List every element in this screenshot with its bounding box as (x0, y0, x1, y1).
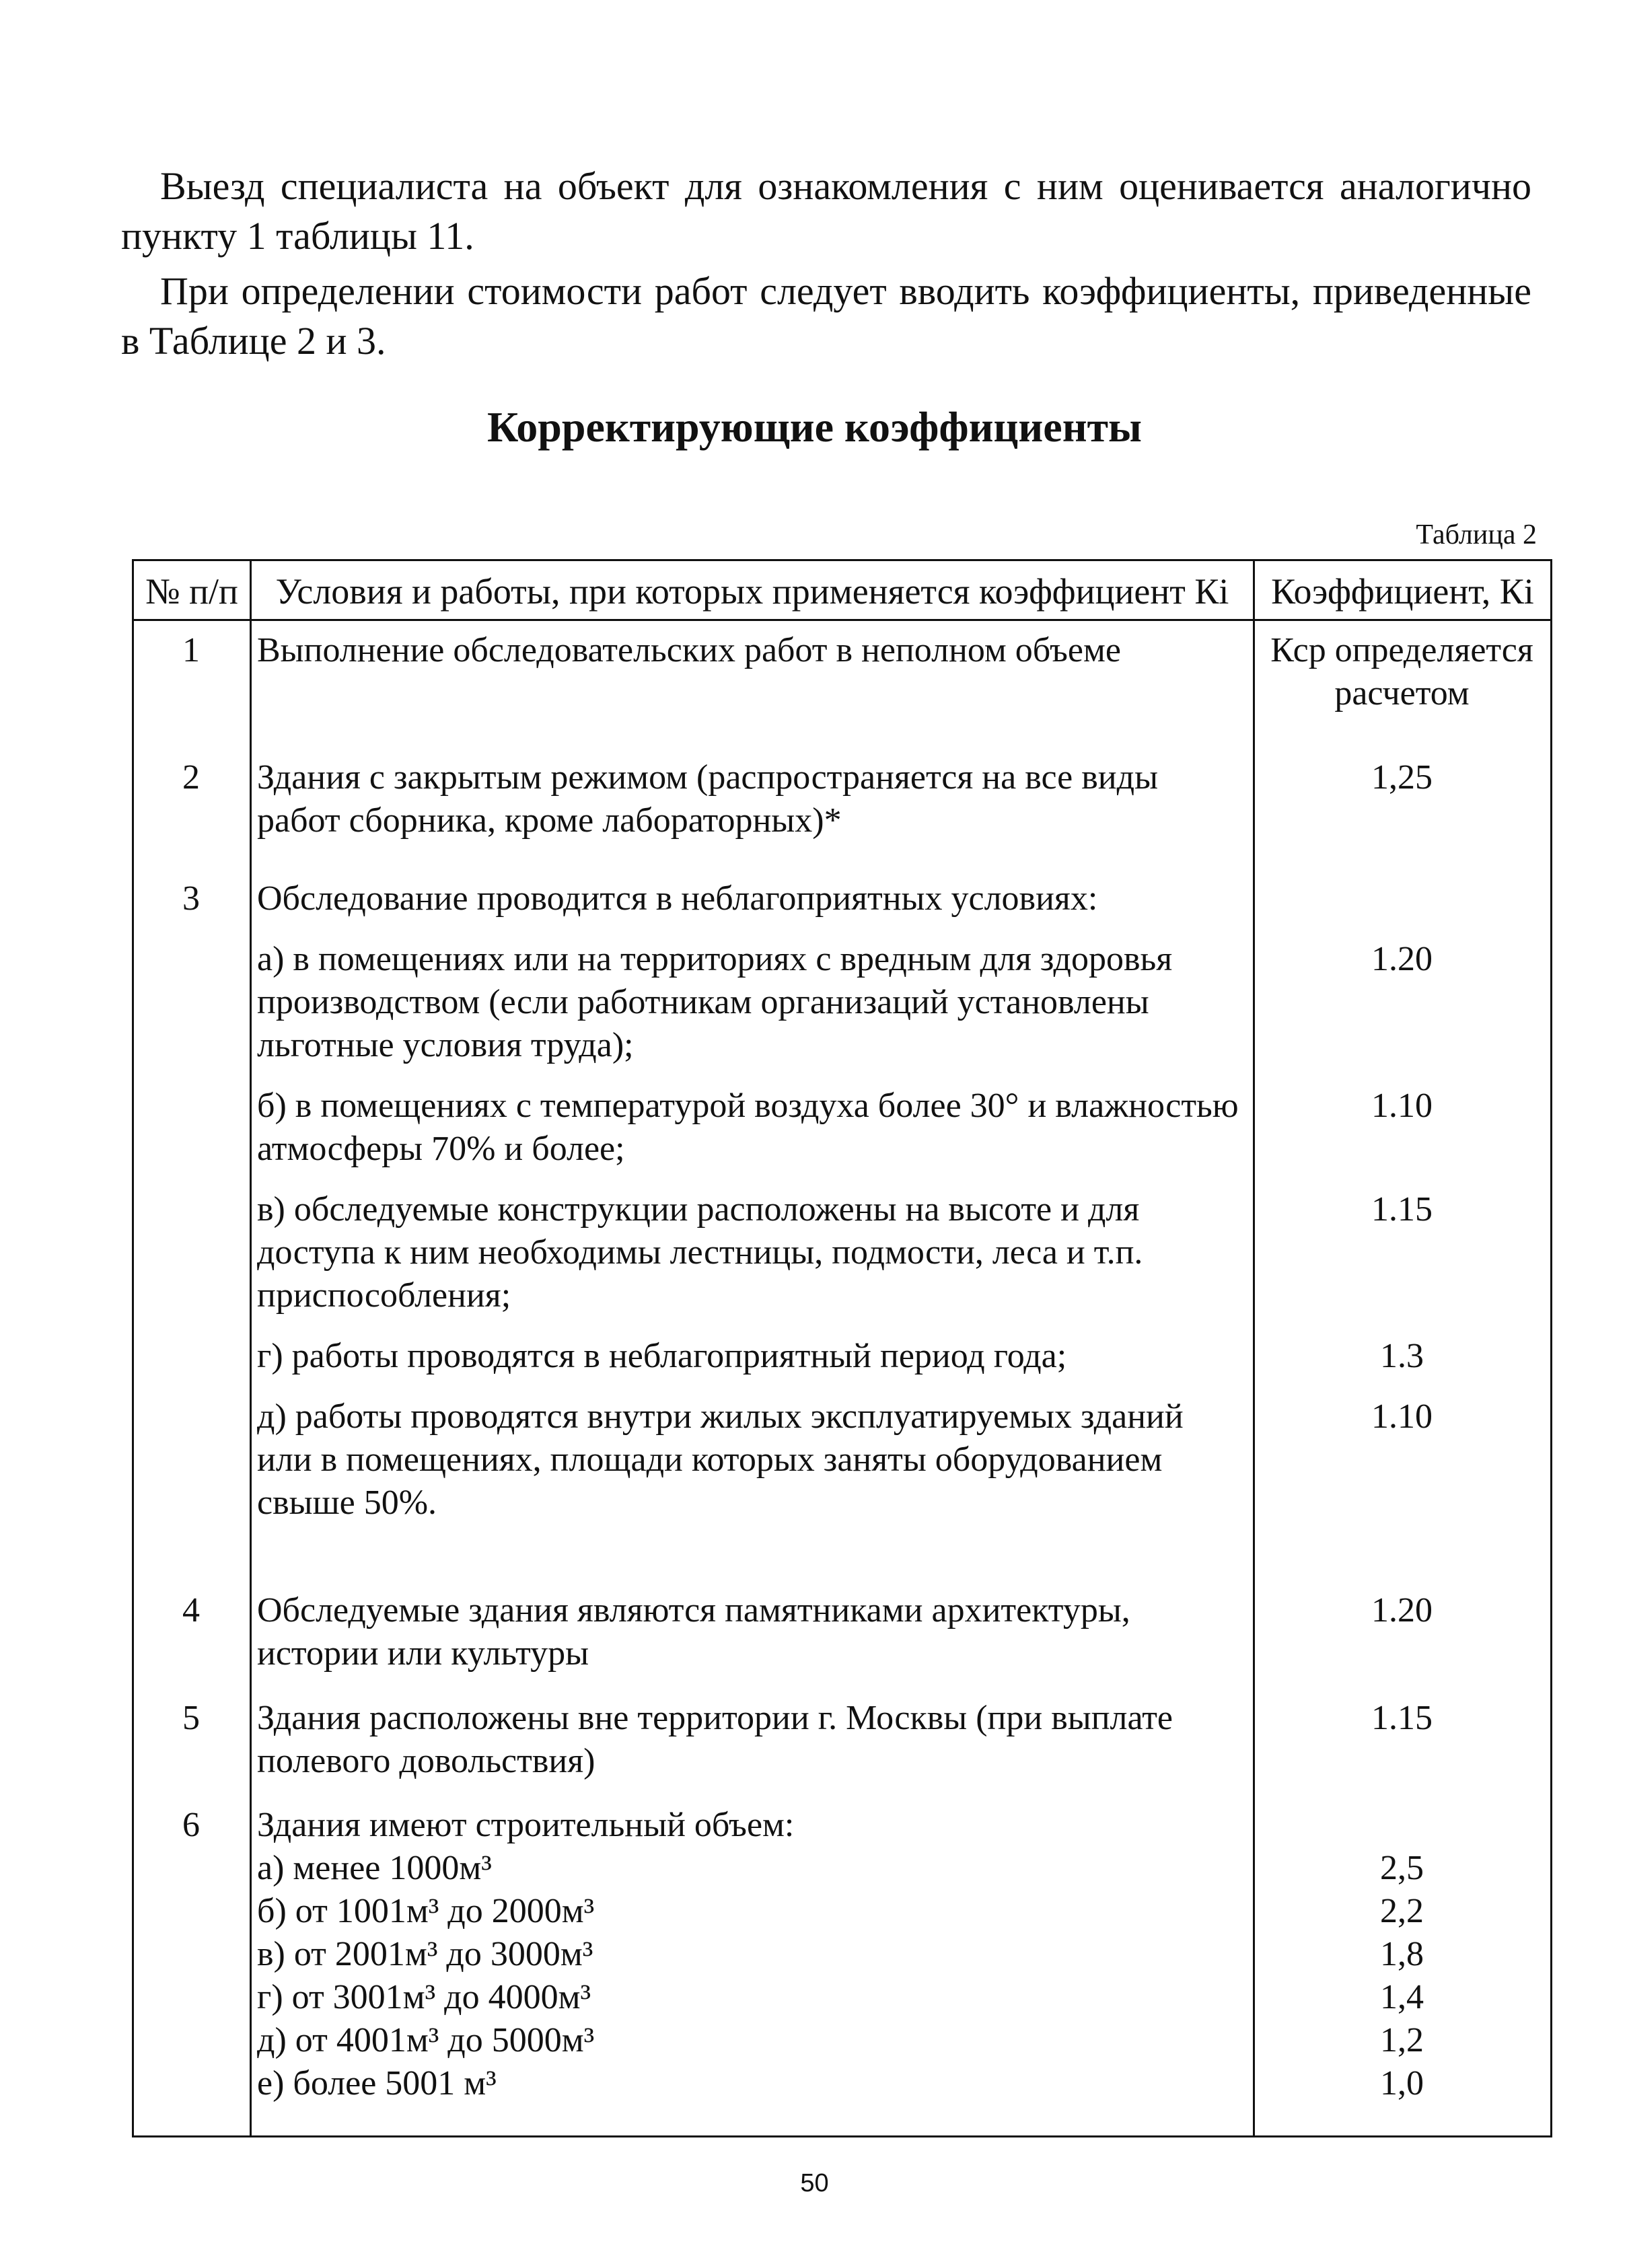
row-6-item-b: б) от 1001м³ до 2000м³ (257, 1892, 595, 1931)
row-3-item-a: а) в помещениях или на территориях с вредным для здоровья производством (если работникам организаций установлены льготные условия труда); (257, 939, 1173, 1064)
table-row (133, 748, 1552, 869)
row-3-item-c: в) обследуемые конструкции расположены на высоте и для доступа к ним необходимы лестницы, подмости, леса и т.п. приспособления; (257, 1190, 1143, 1315)
row-6-item-d-value: 1,4 (1380, 1978, 1424, 2017)
row-description: Здания с закрытым режимом (распространяется на все виды работ сборника, кроме лабораторных)* (251, 748, 1254, 869)
table-row (133, 620, 1552, 748)
row-description: Обследуемые здания являются памятниками архитектуры, истории или культуры (251, 1581, 1254, 1689)
row-description: Здания расположены вне территории г. Москвы (при выплате полевого довольствия) (251, 1689, 1254, 1796)
row-coefficient: 1.15 (1254, 1689, 1552, 1796)
header-conditions: Условия и работы, при которых применяется коэффициент Кi (251, 560, 1254, 620)
row-number: 6 (133, 1796, 251, 2136)
row-coefficient (1254, 1796, 1552, 2136)
table-row (133, 1796, 1552, 2136)
table-row (133, 1581, 1552, 1689)
row-6-item-a-value: 2,5 (1380, 1849, 1424, 1888)
row-coefficient: 1.20 (1254, 1581, 1552, 1689)
row-number: 1 (133, 620, 251, 748)
row-6-item-e: д) от 4001м³ до 5000м³ (257, 2021, 595, 2060)
row-3-item-b: б) в помещениях с температурой воздуха более 30° и влажностью атмосферы 70% и более; (257, 1086, 1239, 1168)
row-coefficient: 1,25 (1254, 748, 1552, 869)
row-3-item-d-value: 1.3 (1380, 1336, 1424, 1375)
row-3-item-b-value: 1.10 (1371, 1086, 1433, 1125)
row-6-heading-value (1260, 1804, 1544, 1847)
row-3-item-d: г) работы проводятся в неблагоприятный период года; (257, 1336, 1067, 1375)
row-6-item-e-value: 1,2 (1380, 2021, 1424, 2060)
header-coefficient: Коэффициент, Кi (1254, 560, 1552, 620)
section-title: Корректирующие коэффициенты (487, 403, 1142, 451)
row-6-item-f: е) более 5001 м³ (257, 2064, 497, 2103)
row-3-item-a-value: 1.20 (1371, 939, 1433, 978)
page-number: 50 (800, 2169, 829, 2197)
table-label: Таблица 2 (1416, 519, 1537, 550)
table-row (133, 1689, 1552, 1796)
row-description: Выполнение обследовательских работ в неполном объеме (251, 620, 1254, 748)
row-6-item-c-value: 1,8 (1380, 1935, 1424, 1974)
table-header-row (133, 560, 1552, 620)
row-6-item-c: в) от 2001м³ до 3000м³ (257, 1935, 593, 1974)
row-3-heading: Обследование проводится в неблагоприятных условиях: (257, 879, 1098, 918)
row-coefficient: Кср определяется расчетом (1254, 620, 1552, 748)
row-6-item-d: г) от 3001м³ до 4000м³ (257, 1978, 591, 2017)
row-coefficient (1254, 869, 1552, 1582)
row-6-item-b-value: 2,2 (1380, 1892, 1424, 1931)
row-3-item-e-value: 1.10 (1371, 1397, 1433, 1436)
row-description (251, 1796, 1254, 2136)
intro-paragraph-2: При определении стоимости работ следует вводить коэффициенты, приведенные в Таблице 2 и 3. (121, 269, 1531, 363)
header-number: № п/п (133, 560, 251, 620)
coefficients-table-wrapper (132, 559, 1550, 2137)
row-6-item-a: а) менее 1000м³ (257, 1849, 492, 1888)
table-row (133, 869, 1552, 1582)
coefficients-table (132, 559, 1552, 2137)
row-number: 2 (133, 748, 251, 869)
row-description (251, 869, 1254, 1582)
row-number: 3 (133, 869, 251, 1582)
row-3-heading-value (1260, 877, 1544, 920)
row-number: 5 (133, 1689, 251, 1796)
row-6-item-f-value: 1,0 (1380, 2064, 1424, 2103)
row-6-heading: Здания имеют строительный объем: (257, 1806, 795, 1845)
row-3-item-e: д) работы проводятся внутри жилых эксплуатируемых зданий или в помещениях, площади которых заняты оборудованием свыше 50%. (257, 1397, 1184, 1522)
row-3-item-c-value: 1.15 (1371, 1190, 1433, 1229)
intro-paragraph-1: Выезд специалиста на объект для ознакомления с ним оценивается аналогично пункту 1 таблицы 11. (121, 164, 1531, 258)
row-number: 4 (133, 1581, 251, 1689)
